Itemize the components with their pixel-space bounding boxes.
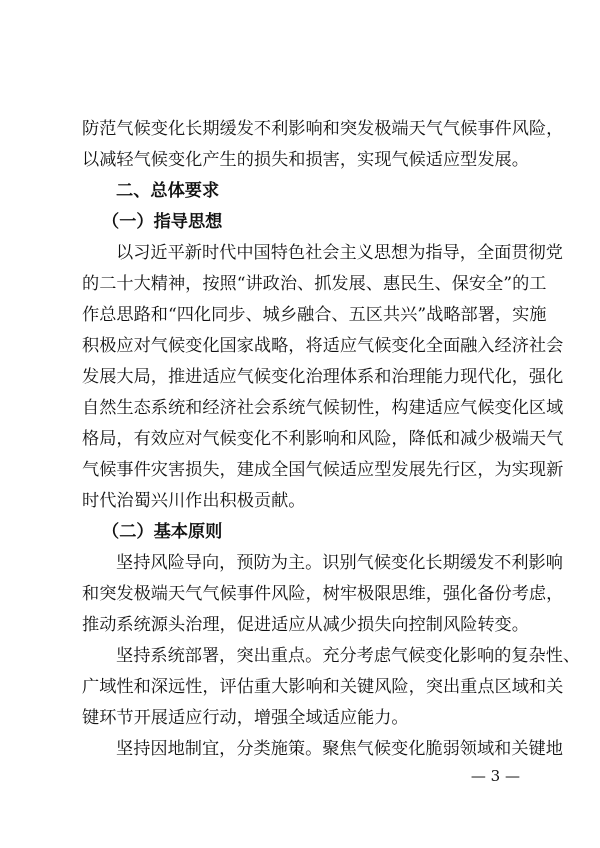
text-line: 自然生态系统和经济社会系统气候韧性，构建适应气候变化区域	[82, 398, 564, 418]
text-line: 广域性和深远性，评估重大影响和关键风险，突出重点区域和关	[82, 677, 564, 697]
text-line: 键环节开展适应行动，增强全域适应能力。	[82, 708, 409, 728]
text-line: 推动系统源头治理，促进适应从减少损失向控制风险转变。	[82, 615, 529, 635]
text-line: 坚持因地制宜，分类施策。聚焦气候变化脆弱领域和关键地	[116, 739, 563, 759]
subsection-heading: （一）指导思想	[102, 212, 223, 232]
text-line: 作总思路和“四化同步、城乡融合、五区共兴”战略部署，实施	[82, 305, 547, 325]
section-heading: 二、总体要求	[116, 181, 220, 201]
text-line: 坚持系统部署，突出重点。充分考虑气候变化影响的复杂性、	[116, 646, 581, 666]
text-line: 格局，有效应对气候变化不利影响和风险，降低和减少极端天气	[82, 429, 564, 449]
text-line: 以减轻气候变化产生的损失和损害，实现气候适应型发展。	[82, 150, 529, 170]
text-line: 积极应对气候变化国家战略，将适应气候变化全面融入经济社会	[82, 336, 564, 356]
text-line: 和突发极端天气气候事件风险，树牢极限思维，强化备份考虑，	[82, 584, 564, 604]
text-line: 防范气候变化长期缓发不利影响和突发极端天气气候事件风险，	[82, 119, 564, 139]
subsection-heading: （二）基本原则	[102, 522, 223, 542]
text-line: 以习近平新时代中国特色社会主义思想为指导，全面贯彻党	[116, 243, 563, 263]
text-line: 气候事件灾害损失，建成全国气候适应型发展先行区，为实现新	[82, 460, 564, 480]
text-line: 发展大局，推进适应气候变化治理体系和治理能力现代化，强化	[82, 367, 564, 387]
text-line: 坚持风险导向，预防为主。识别气候变化长期缓发不利影响	[116, 553, 563, 573]
text-line: 时代治蜀兴川作出积极贡献。	[82, 491, 306, 511]
page-number: — 3 —	[470, 767, 520, 785]
text-line: 的二十大精神，按照“讲政治、抓发展、惠民生、保安全”的工	[82, 274, 547, 294]
